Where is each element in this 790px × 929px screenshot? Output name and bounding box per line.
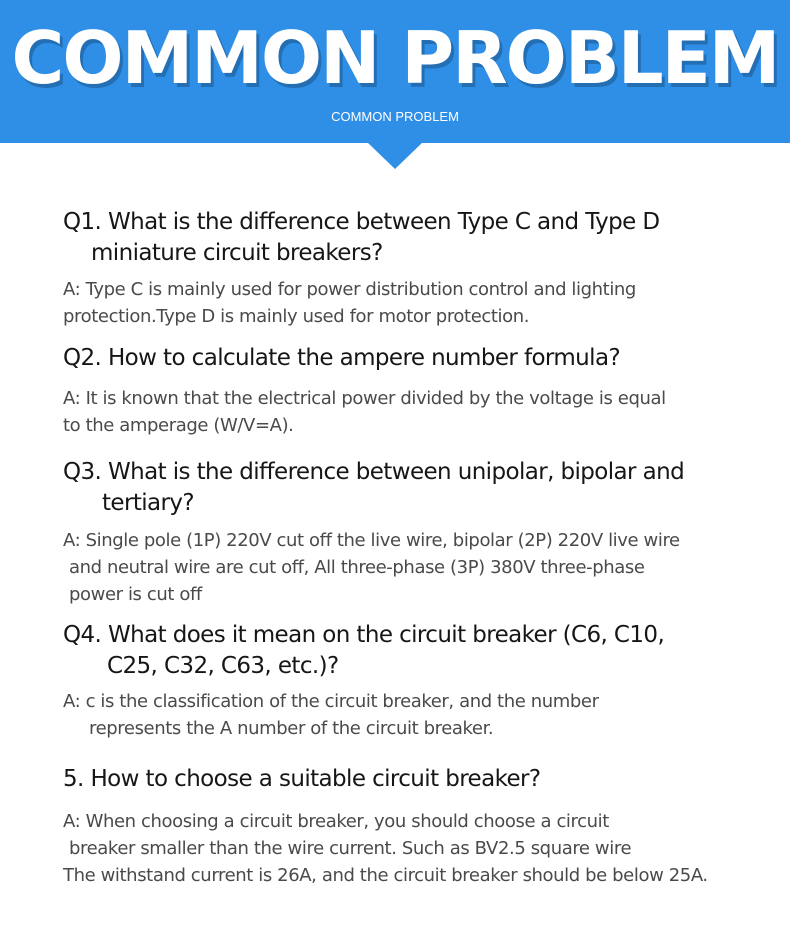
answer-line: A: Type C is mainly used for power distribution control and lighting bbox=[63, 279, 636, 300]
question-line: Q4. What does it mean on the circuit breaker (C6, C10, bbox=[63, 622, 665, 648]
question-line: Q2. How to calculate the ampere number formula? bbox=[63, 345, 621, 371]
answer-line: represents the A number of the circuit breaker. bbox=[89, 718, 494, 739]
faq-question-3 bbox=[63, 457, 684, 519]
header-banner bbox=[0, 0, 790, 143]
banner-pointer bbox=[367, 142, 423, 169]
faq-answer-4 bbox=[63, 688, 599, 742]
question-line: miniature circuit breakers? bbox=[91, 240, 383, 266]
answer-line: A: c is the classification of the circuit breaker, and the number bbox=[63, 691, 599, 712]
page-title: COMMON PROBLEM bbox=[11, 16, 779, 100]
question-line: 5. How to choose a suitable circuit breaker? bbox=[63, 766, 541, 792]
faq-question-5 bbox=[63, 764, 541, 795]
answer-line: The withstand current is 26A, and the circuit breaker should be below 25A. bbox=[63, 865, 708, 886]
faq-answer-3 bbox=[63, 527, 680, 608]
answer-line: A: When choosing a circuit breaker, you should choose a circuit bbox=[63, 811, 609, 832]
question-line: Q1. What is the difference between Type C and Type D bbox=[63, 209, 660, 235]
answer-line: to the amperage (W/V=A). bbox=[63, 415, 294, 436]
faq-answer-5 bbox=[63, 808, 708, 889]
question-line: C25, C32, C63, etc.)? bbox=[107, 653, 339, 679]
faq-question-1 bbox=[63, 207, 659, 269]
question-line: Q3. What is the difference between unipolar, bipolar and bbox=[63, 459, 685, 485]
answer-line: protection.Type D is mainly used for motor protection. bbox=[63, 306, 530, 327]
question-line: tertiary? bbox=[102, 490, 195, 516]
answer-line: A: Single pole (1P) 220V cut off the live wire, bipolar (2P) 220V live wire bbox=[63, 530, 680, 551]
answer-line: and neutral wire are cut off, All three-phase (3P) 380V three-phase bbox=[69, 557, 645, 578]
page-subtitle: COMMON PROBLEM bbox=[331, 109, 459, 124]
answer-line: breaker smaller than the wire current. Such as BV2.5 square wire bbox=[69, 838, 632, 859]
answer-line: A: It is known that the electrical power divided by the voltage is equal bbox=[63, 388, 666, 409]
answer-line: power is cut off bbox=[69, 584, 202, 605]
faq-question-4 bbox=[63, 620, 664, 682]
faq-answer-2 bbox=[63, 385, 666, 439]
faq-answer-1 bbox=[63, 276, 636, 330]
faq-question-2 bbox=[63, 343, 620, 374]
